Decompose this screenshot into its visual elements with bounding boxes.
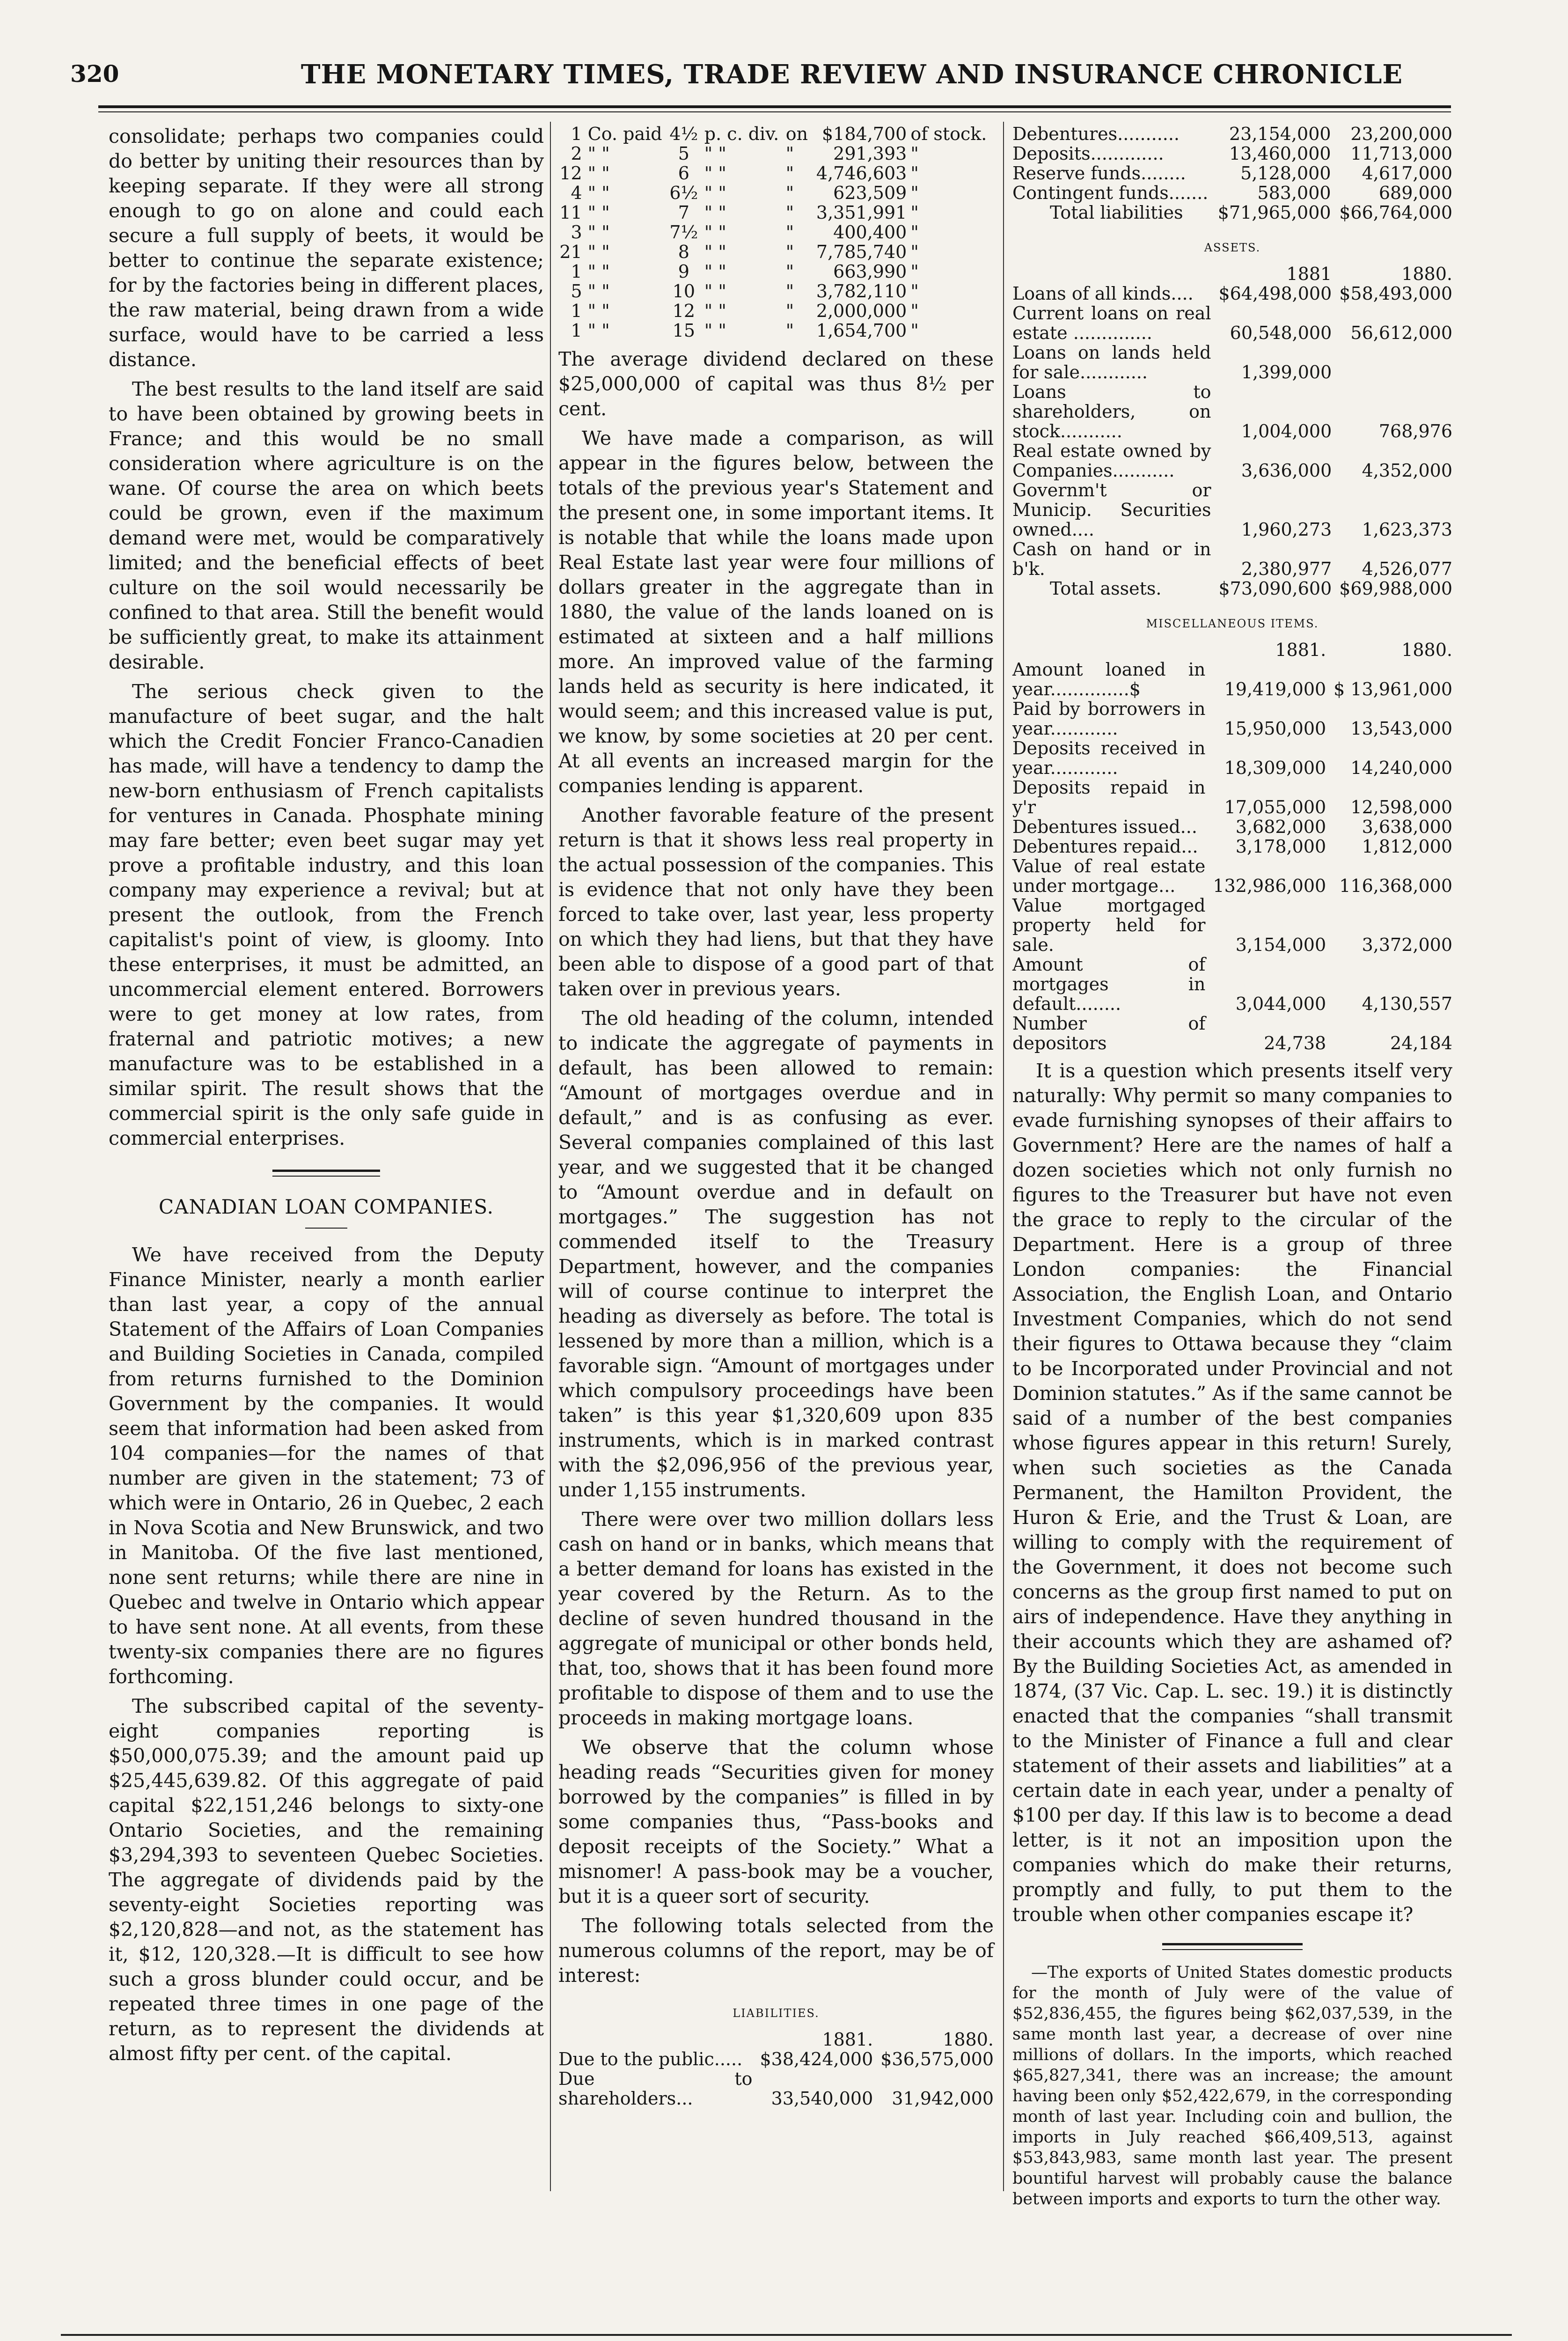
row-value: 768,976 bbox=[1378, 421, 1452, 442]
misc-row bbox=[1012, 778, 1452, 817]
misc-heading: MISCELLANEOUS ITEMS. bbox=[1146, 617, 1319, 630]
dividend-cell: " " bbox=[587, 301, 610, 321]
misc-row bbox=[1012, 660, 1452, 699]
paragraph: The following totals selected from the numerous columns of the report, may be of interest: bbox=[558, 1914, 994, 1987]
dividend-cell: 6 bbox=[678, 163, 689, 184]
dividend-cell: 2,000,000 bbox=[816, 301, 907, 321]
row-value: $38,424,000 bbox=[760, 2049, 873, 2069]
row-value: 33,540,000 bbox=[771, 2088, 873, 2109]
liability-row bbox=[1012, 163, 1452, 183]
dividend-cell: " bbox=[785, 301, 794, 321]
row-value: 3,638,000 bbox=[1362, 817, 1452, 837]
dividend-cell: p. c. div. bbox=[704, 124, 779, 144]
dividend-cell: " bbox=[785, 242, 794, 262]
dividend-cell: $184,700 bbox=[821, 124, 907, 144]
misc-row bbox=[1012, 1014, 1452, 1053]
paragraph: We observe that the column whose heading reads “Securities given for money borrowed by the companies” is filled in by some companies thus, “Pass-books and deposit receipts of the Society.” What a misnomer! A pass-book may be a voucher, but it is a queer sort of security. bbox=[558, 1736, 994, 1907]
dividend-cell: " " bbox=[704, 242, 726, 262]
dividend-cell: " bbox=[910, 281, 919, 302]
dividend-cell: 3,351,991 bbox=[816, 202, 907, 223]
liabilities-table bbox=[558, 2030, 994, 2108]
dividend-row bbox=[558, 242, 994, 262]
dividend-cell: " " bbox=[704, 281, 726, 302]
liabilities-heading: LIABILITIES. bbox=[733, 2007, 820, 2020]
row-label: Deposits repaid in y'r bbox=[1012, 777, 1206, 817]
asset-row bbox=[1012, 382, 1452, 441]
year-label: 1880. bbox=[1401, 640, 1452, 660]
dividend-cell: " bbox=[785, 261, 794, 282]
dividend-row bbox=[558, 222, 994, 242]
dividend-row bbox=[558, 183, 994, 203]
dividend-cell: " bbox=[910, 261, 919, 282]
dividend-cell: 12 bbox=[559, 163, 582, 184]
dividend-cell: " bbox=[785, 222, 794, 243]
misc-row bbox=[1012, 817, 1452, 837]
row-value: $73,090,600 bbox=[1218, 578, 1332, 599]
dividend-cell: 4,746,603 bbox=[816, 163, 907, 184]
row-label: Contingent funds....... bbox=[1012, 183, 1209, 203]
row-value: 23,200,000 bbox=[1350, 124, 1452, 144]
year-header-row bbox=[558, 2030, 994, 2049]
dividend-cell: " " bbox=[587, 202, 610, 223]
page-number: 320 bbox=[70, 60, 119, 88]
year-label: 1881 bbox=[1286, 264, 1332, 284]
exports-note bbox=[1012, 1962, 1452, 2209]
dividend-cell: " " bbox=[704, 222, 726, 243]
row-value: 4,617,000 bbox=[1362, 163, 1452, 184]
row-value: 18,309,000 bbox=[1224, 758, 1326, 778]
row-value: 583,000 bbox=[1257, 183, 1331, 203]
dividend-cell: 5 bbox=[571, 281, 582, 302]
dividend-cell: " " bbox=[704, 261, 726, 282]
year-label: 1880. bbox=[943, 2029, 994, 2050]
row-value: 4,352,000 bbox=[1362, 460, 1452, 481]
year-header-row bbox=[1012, 640, 1452, 660]
dividend-cell: 7 bbox=[678, 202, 689, 223]
section-title: CANADIAN LOAN COMPANIES. bbox=[159, 1195, 494, 1218]
row-value: 19,419,000 bbox=[1224, 679, 1326, 699]
row-value: 14,240,000 bbox=[1350, 758, 1452, 778]
dividend-cell: 9 bbox=[678, 261, 689, 282]
row-label: Value of real estate under mortgage... bbox=[1012, 856, 1206, 896]
row-label: Due to the public..... bbox=[558, 2049, 743, 2069]
row-label: Value mortgaged property held for sale. bbox=[1012, 895, 1206, 955]
dividend-cell: on bbox=[785, 124, 808, 144]
row-value: 3,372,000 bbox=[1362, 935, 1452, 955]
liability-row bbox=[1012, 124, 1452, 144]
dividend-cell: " bbox=[785, 320, 794, 341]
dividend-cell: " " bbox=[587, 320, 610, 341]
dividend-cell: 21 bbox=[559, 242, 582, 262]
row-value: $71,965,000 bbox=[1217, 202, 1331, 223]
asset-row bbox=[1012, 480, 1452, 539]
bottom-rule bbox=[61, 2334, 1512, 2336]
row-label: Reserve funds........ bbox=[1012, 163, 1186, 184]
dividend-cell: 1 bbox=[571, 261, 582, 282]
dividend-cell: 3,782,110 bbox=[816, 281, 907, 302]
row-label: Total assets. bbox=[1050, 578, 1162, 599]
dividend-cell: " " bbox=[704, 143, 726, 164]
asset-row bbox=[1012, 441, 1452, 480]
row-value: 24,184 bbox=[1390, 1033, 1452, 1053]
row-label: Real estate owned by Companies........... bbox=[1012, 441, 1211, 481]
row-value: 31,942,000 bbox=[892, 2088, 994, 2109]
dividend-cell: 3 bbox=[571, 222, 582, 243]
dividend-cell: " bbox=[910, 320, 919, 341]
paragraph: There were over two million dollars less cash on hand or in banks, which means that a better demand for loans has existed in the year covered by the Return. As to the decline of seven hundred thousand in the aggregate of municipal or other bonds held, that, too, shows that it has been found more profitable to dispose of them and to use the proceeds in making mortgage loans. bbox=[558, 1508, 994, 1729]
header-rule-thin bbox=[98, 111, 1451, 112]
row-value: $36,575,000 bbox=[880, 2049, 994, 2069]
dividend-cell: " bbox=[910, 163, 919, 184]
row-label: Loans on lands held for sale............ bbox=[1012, 342, 1211, 383]
row-label: Total liabilities bbox=[1050, 202, 1183, 223]
row-value: 1,623,373 bbox=[1362, 519, 1452, 540]
liability-row bbox=[1012, 144, 1452, 163]
paragraph: The subscribed capital of the seventy-eight companies reporting is $50,000,075.39; and the amount paid up $25,445,639.82. Of this aggregate of paid capital $22,151,246 belongs to sixty-one Ontario Societies, and the remaining $3,294,393 to seventeen Quebec Societies. The aggregate of dividends paid by the seventy-eight Societies reporting was $2,120,828—and not, as the statement has it, $12, 120,328.—It is difficult to see how such a gross blunder could occur, and be repeated three times in one page of the return, as to represent the dividends at almost fifty per cent. of the capital. bbox=[109, 1695, 544, 2065]
asset-row bbox=[1012, 539, 1452, 579]
dividend-cell: 4½ bbox=[669, 124, 698, 144]
row-value: $66,764,000 bbox=[1339, 202, 1452, 223]
misc-row bbox=[1012, 699, 1452, 738]
row-value: 3,178,000 bbox=[1235, 836, 1326, 857]
dividend-cell: " " bbox=[587, 183, 610, 203]
row-label: Due to shareholders... bbox=[558, 2069, 753, 2109]
row-value: 1,960,273 bbox=[1241, 519, 1332, 540]
row-value: 5,128,000 bbox=[1240, 163, 1331, 184]
dividend-cell: " bbox=[910, 202, 919, 223]
row-value: 24,738 bbox=[1264, 1033, 1326, 1053]
paragraph: We have received from the Deputy Finance Minister, nearly a month earlier than last year, a copy of the annual Statement of the Affairs of Loan Companies and Building Societies in Canada, compiled from returns furnished to the Dominion Government by the companies. It would seem that information had been asked from 104 companies—for the names of that number are given in the statement; 73 of which were in Ontario, 26 in Quebec, 2 each in Nova Scotia and New Brunswick, and two in Manitoba. Of the five last mentioned, none sent returns; while there are nine in Quebec and twelve in Ontario which appear to have sent none. At all events, from these twenty-six companies there are no figures forthcoming. bbox=[109, 1244, 544, 1688]
row-label: Loans to shareholders, on stock........... bbox=[1012, 382, 1211, 442]
dividend-cell: " " bbox=[587, 261, 610, 282]
row-value: 11,713,000 bbox=[1350, 143, 1452, 164]
row-value: 3,154,000 bbox=[1235, 935, 1326, 955]
column-3 bbox=[1012, 124, 1452, 2209]
dividend-cell: 6½ bbox=[669, 183, 698, 203]
page-header bbox=[70, 56, 1456, 94]
asset-row bbox=[1012, 284, 1452, 303]
dividend-row bbox=[558, 301, 994, 321]
paragraph: The average dividend declared on these $25,000,000 of capital was thus 8½ per cent. bbox=[558, 348, 994, 420]
dividend-cell: 291,393 bbox=[833, 143, 907, 164]
row-label: Governm't or Municip. Securities owned.... bbox=[1012, 480, 1211, 540]
row-label: Number of depositors bbox=[1012, 1013, 1206, 1053]
liability-row bbox=[558, 2049, 994, 2069]
misc-row bbox=[1012, 896, 1452, 955]
dividend-cell: " " bbox=[704, 202, 726, 223]
row-value: 116,368,000 bbox=[1339, 876, 1452, 896]
paragraph: The serious check given to the manufacture of beet sugar, and the halt which the Credit Foncier Franco-Canadien has made, will have a tendency to damp the new-born enthusiasm of French capitalists for ventures in Canada. Phosphate mining may fare better; even beet sugar may yet prove a profitable industry, and this loan company may experience a revival; but at present the outlook, from the French capitalist's point of view, is gloomy. Into these enterprises, it must be admitted, an uncommercial element entered. Borrowers were to get money at low rates, from fraternal and patriotic motives; a new manufacture was to be established in a similar spirit. The result shows that the commercial spirit is the only safe guide in commercial enterprises. bbox=[109, 680, 544, 1149]
column-1 bbox=[109, 124, 544, 2071]
dividend-row bbox=[558, 124, 994, 144]
row-value: 56,612,000 bbox=[1350, 323, 1452, 343]
paragraph: consolidate; perhaps two companies could do better by uniting their resources than by keeping separate. If they were all strong enough to go on alone and could each secure a full supply of beets, it would be better to continue the separate existence; for by the factories being in different places, the raw material, being drawn from a wide surface, would have to be carried a less distance. bbox=[109, 125, 544, 371]
liability-row bbox=[1012, 183, 1452, 203]
dividend-row bbox=[558, 144, 994, 163]
misc-table bbox=[1012, 640, 1452, 1053]
paragraph: We have made a comparison, as will appear in the figures below, between the totals of the previous year's Statement and the present one, in some important items. It is notable that while the loans made upon Real Estate last year were four millions of dollars greater in the aggregate than in 1880, the value of the lands loaned on is estimated at sixteen and a half millions more. An improved value of the farming lands held as security is here indicated, it would seem; and this increased value is put, we know, by some societies at 20 per cent. At all events an increased margin for the companies lending is apparent. bbox=[558, 427, 994, 797]
row-value: 15,950,000 bbox=[1224, 718, 1326, 739]
dividend-cell: 400,400 bbox=[833, 222, 907, 243]
dividend-cell: " bbox=[785, 143, 794, 164]
row-value: 1,004,000 bbox=[1241, 421, 1332, 442]
row-label: Paid by borrowers in year............ bbox=[1012, 699, 1206, 739]
paragraph: Another favorable feature of the present return is that it shows less real property in the actual possession of the companies. This is evidence that not only have they been forced to take over, last year, less property on which they had liens, but that they have been able to dispose of a good part of that taken over in previous years. bbox=[558, 804, 994, 1000]
row-value: 3,044,000 bbox=[1235, 994, 1326, 1014]
row-label: Loans of all kinds.... bbox=[1012, 283, 1194, 304]
dividend-cell: 623,509 bbox=[833, 183, 907, 203]
dividend-cell: 12 bbox=[672, 301, 696, 321]
column-divider bbox=[550, 122, 551, 2191]
dividend-row bbox=[558, 281, 994, 301]
row-label: Deposits............. bbox=[1012, 143, 1164, 164]
assets-table bbox=[1012, 264, 1452, 598]
section-rule bbox=[1162, 1943, 1303, 1945]
dividend-cell: " " bbox=[587, 163, 610, 184]
row-value: 132,986,000 bbox=[1213, 876, 1326, 896]
row-value: $58,493,000 bbox=[1339, 283, 1452, 304]
row-label: Debentures repaid... bbox=[1012, 836, 1198, 857]
dividend-table bbox=[558, 124, 994, 340]
assets-heading: ASSETS. bbox=[1204, 241, 1261, 254]
row-value: 4,130,557 bbox=[1362, 994, 1452, 1014]
row-value: 23,154,000 bbox=[1229, 124, 1331, 144]
row-label: Current loans on real estate .............. bbox=[1012, 303, 1211, 343]
header-rule bbox=[98, 105, 1451, 108]
liability-row bbox=[558, 2069, 994, 2108]
row-value: $64,498,000 bbox=[1218, 283, 1332, 304]
row-label: Debentures........... bbox=[1012, 124, 1180, 144]
dividend-cell: Co. paid bbox=[587, 124, 662, 144]
dividend-cell: 11 bbox=[559, 202, 582, 223]
dividend-cell: " bbox=[910, 222, 919, 243]
misc-row bbox=[1012, 738, 1452, 778]
year-label: 1881. bbox=[822, 2029, 873, 2050]
section-rule-thin bbox=[272, 1176, 380, 1177]
dividend-cell: " " bbox=[704, 163, 726, 184]
misc-row bbox=[1012, 955, 1452, 1014]
row-value: 12,598,000 bbox=[1350, 797, 1452, 817]
asset-row bbox=[1012, 579, 1452, 598]
dividend-cell: " bbox=[910, 242, 919, 262]
row-value: $ 13,961,000 bbox=[1334, 679, 1452, 699]
dividend-cell: 2 bbox=[571, 143, 582, 164]
dividend-cell: 663,990 bbox=[833, 261, 907, 282]
dividend-cell: " bbox=[910, 143, 919, 164]
dividend-row bbox=[558, 262, 994, 281]
row-value: 60,548,000 bbox=[1230, 323, 1332, 343]
paragraph: The old heading of the column, intended to indicate the aggregate of payments in default, has been allowed to remain: “Amount of mortgages overdue and in default,” and is as confusing as ever. Several companies complained of this last year, and we suggested that it be changed to “Amount overdue and in default on mortgages.” The suggestion has not commended itself to the Treasury Department, however, and the companies will of course continue to interpret the heading as diversely as before. The total is lessened by more than a million, which is a favorable sign. “Amount of mortgages under which compulsory proceedings have been taken” is this year $1,320,609 upon 835 instruments, which is in marked contrast with the $2,096,956 of the previous year, under 1,155 instruments. bbox=[558, 1007, 994, 1501]
dividend-cell: 1 bbox=[571, 124, 582, 144]
liability-row bbox=[1012, 203, 1452, 222]
note-paragraph: —The exports of United States domestic products for the month of July were of the value of $52,836,455, the figures being $62,037,539, in the same month last year, a decrease of over nine millions of dollars. In the imports, which reached $65,827,341, there was an increase; the amount having been only $52,422,679, in the corresponding month of last year. Including coin and bullion, the imports in July reached $66,409,513, against $53,843,983, same month last year. The present bountiful harvest will probably cause the balance between imports and exports to turn the other way. bbox=[1012, 1963, 1452, 2208]
dividend-cell: 7,785,740 bbox=[816, 242, 907, 262]
dividend-cell: " " bbox=[704, 320, 726, 341]
row-value: 1,399,000 bbox=[1241, 362, 1332, 383]
dividend-cell: of stock. bbox=[910, 124, 987, 144]
year-header-row bbox=[1012, 264, 1452, 284]
row-value: 3,636,000 bbox=[1241, 460, 1332, 481]
dividend-cell: " bbox=[910, 301, 919, 321]
dividend-cell: " " bbox=[587, 222, 610, 243]
row-value: 2,380,977 bbox=[1241, 559, 1332, 579]
row-value: 1,812,000 bbox=[1362, 836, 1452, 857]
paragraph: The best results to the land itself are said to have been obtained by growing beets in France; and this would be no small consideration where agriculture is on the wane. Of course the area on which beets could be grown, even if the maximum demand were met, would be comparatively limited; and the beneficial effects of beet culture on the soil would necessarily be confined to that area. Still the benefit would be sufficiently great, to make its attainment desirable. bbox=[109, 378, 544, 673]
year-label: 1880. bbox=[1401, 264, 1452, 284]
dividend-cell: 1 bbox=[571, 301, 582, 321]
row-value bbox=[1332, 343, 1452, 382]
dividend-cell: " bbox=[785, 281, 794, 302]
dividend-cell: " " bbox=[587, 242, 610, 262]
dividend-cell: 4 bbox=[571, 183, 582, 203]
section-rule bbox=[272, 1170, 380, 1172]
dividend-cell: " " bbox=[587, 143, 610, 164]
dividend-cell: " " bbox=[587, 281, 610, 302]
row-value: 13,543,000 bbox=[1350, 718, 1452, 739]
dividend-row bbox=[558, 203, 994, 222]
section-rule-thin bbox=[1162, 1949, 1303, 1950]
row-label: Amount of mortgages in default........ bbox=[1012, 954, 1206, 1014]
dividend-cell: 5 bbox=[678, 143, 689, 164]
asset-row bbox=[1012, 343, 1452, 382]
dividend-cell: " bbox=[785, 163, 794, 184]
column-2 bbox=[558, 124, 994, 2108]
dividend-cell: " bbox=[785, 183, 794, 203]
dividend-row bbox=[558, 163, 994, 183]
dividend-cell: 7½ bbox=[669, 222, 698, 243]
row-value: 13,460,000 bbox=[1229, 143, 1331, 164]
dividend-cell: 1 bbox=[571, 320, 582, 341]
row-value: 4,526,077 bbox=[1362, 559, 1452, 579]
running-head: THE MONETARY TIMES, TRADE REVIEW AND INSURANCE CHRONICLE bbox=[300, 59, 1403, 90]
dividend-cell: " bbox=[785, 202, 794, 223]
misc-row bbox=[1012, 837, 1452, 856]
row-label: Debentures issued... bbox=[1012, 817, 1197, 837]
dividend-cell: 8 bbox=[678, 242, 689, 262]
dividend-cell: 1,654,700 bbox=[816, 320, 907, 341]
row-value: 689,000 bbox=[1378, 183, 1452, 203]
dividend-cell: 10 bbox=[672, 281, 696, 302]
dividend-cell: " bbox=[910, 183, 919, 203]
misc-row bbox=[1012, 856, 1452, 896]
liabilities-continued-table bbox=[1012, 124, 1452, 222]
row-value: 17,055,000 bbox=[1224, 797, 1326, 817]
column-divider bbox=[1003, 122, 1004, 2191]
dividend-cell: " " bbox=[704, 301, 726, 321]
row-label: Amount loaned in year..............$ bbox=[1012, 659, 1206, 699]
dividend-row bbox=[558, 321, 994, 340]
dividend-cell: " " bbox=[704, 183, 726, 203]
paragraph: It is a question which presents itself very naturally: Why permit so many companies to evade furnishing synopses of their affairs to Government? Here are the names of half a dozen societies which not only furnish no figures to the Treasurer but have not even the grace to reply to the circular of the Department. Here is a group of three London companies: the Financial Association, the English Loan, and Ontario Investment Companies, which do not send their figures to Ottawa because they “claim to be Incorporated under Provincial and not Dominion statutes.” As if the same cannot be said of a number of the best companies whose figures appear in this return! Surely, when such societies as the Canada Permanent, the Hamilton Provident, the Huron & Erie, and the Trust & Loan, are willing to comply with the requirement of the Government, it does not become such concerns as the group first named to put on airs of independence. Have they anything in their accounts which they are ashamed of? By the Building Societies Act, as amended in 1874, (37 Vic. Cap. L. sec. 19.) it is distinctly enacted that the companies “shall transmit to the Minister of Finance a full and clear statement of their assets and liabilities” at a certain date in each year, under a penalty of $100 per day. If this law is to become a dead letter, is it not an imposition upon the companies which do make their returns, promptly and fully, to put them to the trouble when other companies escape it? bbox=[1012, 1060, 1452, 1926]
dividend-cell: 15 bbox=[672, 320, 696, 341]
title-rule bbox=[305, 1228, 347, 1229]
row-value: 3,682,000 bbox=[1235, 817, 1326, 837]
row-label: Cash on hand or in b'k. bbox=[1012, 539, 1211, 579]
year-label: 1881. bbox=[1275, 640, 1326, 660]
row-value: $69,988,000 bbox=[1339, 578, 1452, 599]
asset-row bbox=[1012, 303, 1452, 343]
row-label: Deposits received in year............ bbox=[1012, 738, 1206, 778]
